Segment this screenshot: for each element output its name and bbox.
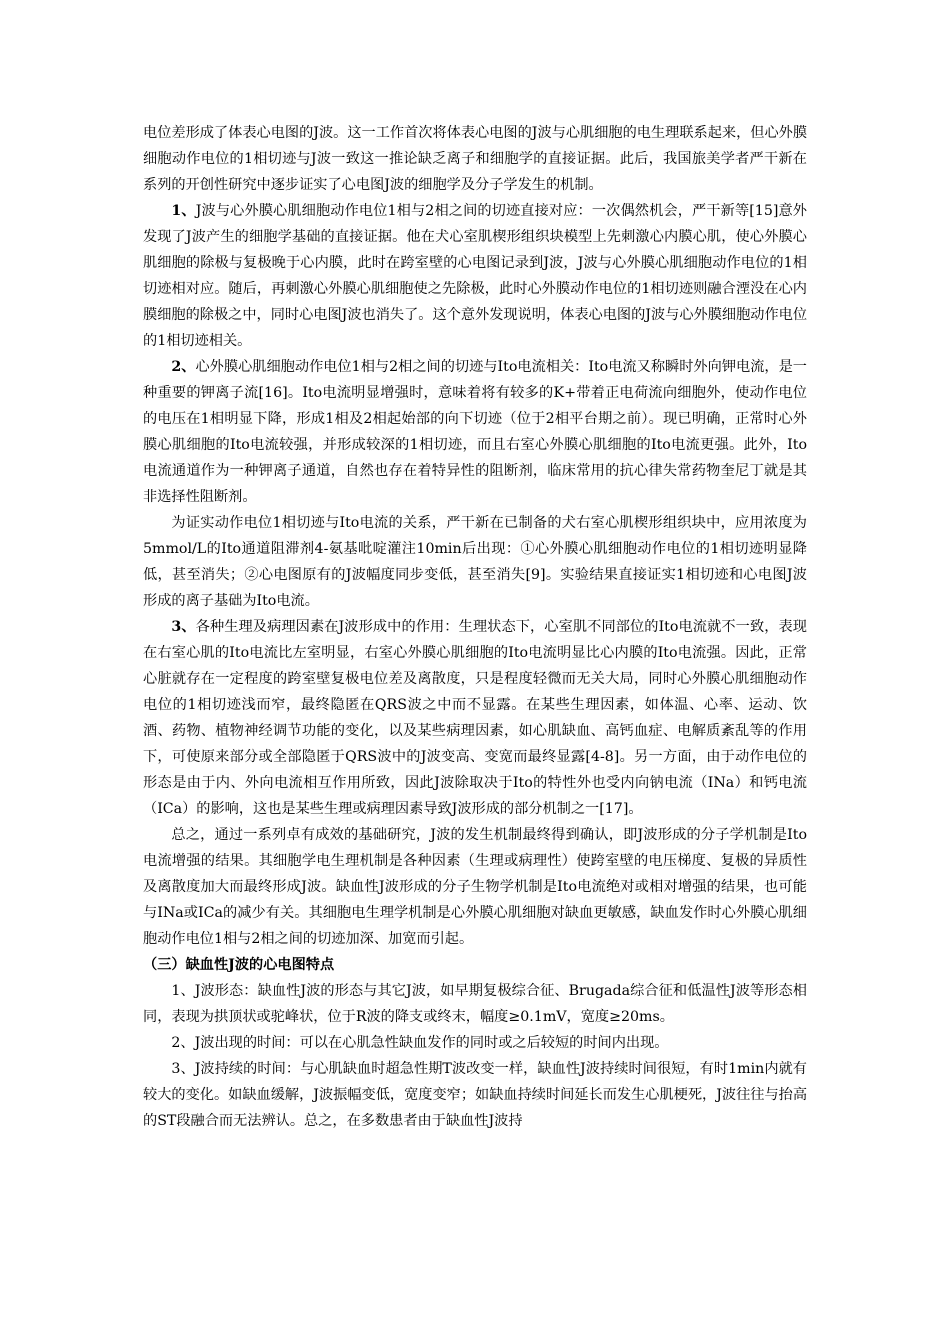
paragraph-text: 3、J波持续的时间：与心肌缺血时超急性期T波改变一样，缺血性J波持续时间很短，有时1min内就有较大的变化。如缺血缓解，J波振幅变低，宽度变窄；如缺血持续时间延长而发生心肌梗死，J波往往与抬高的ST段融合而无法辨认。总之，在多数患者由于缺血性J波持 — [143, 1061, 808, 1129]
paragraph-ito-experiment — [143, 510, 807, 614]
paragraph-lead: 1、 — [171, 203, 196, 219]
paragraph-text: 总之，通过一系列卓有成效的基础研究，J波的发生机制最终得到确认，即J波形成的分子学机制是Ito电流增强的结果。其细胞学电生理机制是各种因素（生理或病理性）使跨室壁的电压梯度、复极的异质性及离散度加大而最终形成J波。缺血性J波形成的分子生物学机制是Ito电流绝对或相对增强的结果，也可能与INa或ICa的减少有关。其细胞电生理学机制是心外膜心肌细胞对缺血更敏感，缺血发作时心外膜心肌细胞动作电位1相与2相之间的切迹加深、加宽而引起。 — [143, 827, 807, 947]
paragraph-lead: 2、 — [171, 359, 196, 375]
paragraph-text: 为证实动作电位1相切迹与Ito电流的关系，严干新在已制备的犬右室心肌楔形组织块中，应用浓度为5mmol/L的Ito通道阻滞剂4-氨基吡啶灌注10min后出现：①心外膜心肌细胞动作电位的1相切迹明显降低，甚至消失；②心电图原有的J波幅度同步变低，甚至消失[9]。实验结果直接证实1相切迹和心电图J波形成的离子基础为Ito电流。 — [143, 515, 807, 609]
section-heading: （三）缺血性J波的心电图特点 — [143, 957, 335, 973]
paragraph-text: 电位差形成了体表心电图的J波。这一工作首次将体表心电图的J波与心肌细胞的电生理联系起来，但心外膜细胞动作电位的1相切迹与J波一致这一推论缺乏离子和细胞学的直接证据。此后，我国旅美学者严干新在系列的开创性研究中逐步证实了心电图J波的细胞学及分子学发生的机制。 — [143, 125, 808, 193]
paragraph-text: 心外膜心肌细胞动作电位1相与2相之间的切迹与Ito电流相关：Ito电流又称瞬时外向钾电流，是一种重要的钾离子流[16]。Ito电流明显增强时，意味着将有较多的K+带着正电荷流向细胞外，使动作电位的电压在1相明显下降，形成1相及2相起始部的向下切迹（位于2相平台期之前）。现已明确，正常时心外膜心肌细胞的Ito电流较强，并形成较深的1相切迹，而且右室心外膜心肌细胞的Ito电流更强。此外，Ito电流通道作为一种钾离子通道，自然也存在着特异性的阻断剂，临床常用的抗心律失常药物奎尼丁就是其非选择性阻断剂。 — [143, 359, 807, 505]
paragraph-text: 2、J波出现的时间：可以在心肌急性缺血发作的同时或之后较短的时间内出现。 — [171, 1035, 669, 1051]
section-item-3 — [143, 1056, 807, 1134]
section-item-2 — [143, 1030, 807, 1056]
paragraph-continuation — [143, 120, 807, 198]
document-page — [143, 120, 807, 1134]
paragraph-lead: 3、 — [171, 619, 196, 635]
section-item-1 — [143, 978, 807, 1030]
paragraph-text: J波与心外膜心肌细胞动作电位1相与2相之间的切迹直接对应：一次偶然机会，严干新等[15]意外发现了J波产生的细胞学基础的直接证据。他在犬心室肌楔形组织块模型上先刺激心内膜心肌，使心外膜心肌细胞的除极与复极晚于心内膜，此时在跨室壁的心电图记录到J波，J波与心外膜心肌细胞动作电位的1相切迹相对应。随后，再刺激心外膜心肌细胞使之先除极，此时心外膜动作电位的1相切迹则融合湮没在心内膜细胞的除极之中，同时心电图J波也消失了。这个意外发现说明，体表心电图的J波与心外膜细胞动作电位的1相切迹相关。 — [143, 203, 808, 349]
paragraph-point-3 — [143, 614, 807, 822]
paragraph-text: 1、J波形态：缺血性J波的形态与其它J波，如早期复极综合征、Brugada综合征和低温性J波等形态相同，表现为拱顶状或驼峰状，位于R波的降支或终末，幅度≥0.1mV，宽度≥20ms。 — [143, 983, 807, 1025]
paragraph-text: 各种生理及病理因素在J波形成中的作用：生理状态下，心室肌不同部位的Ito电流就不一致，表现在右室心肌的Ito电流比左室明显，右室心外膜心肌细胞的Ito电流明显比心内膜的Ito电流强。因此，正常心脏就存在一定程度的跨室壁复极电位差及离散度，只是程度轻微而无关大局，同时心外膜心肌细胞动作电位的1相切迹浅而窄，最终隐匿在QRS波之中而不显露。在某些生理因素，如体温、心率、运动、饮酒、药物、植物神经调节功能的变化，以及某些病理因素，如心肌缺血、高钙血症、电解质紊乱等的作用下，可使原来部分或全部隐匿于QRS波中的J波变高、变宽而最终显露[4-8]。另一方面，由于动作电位的形态是由于内、外向电流相互作用所致，因此J波除取决于Ito的特性外也受内向钠电流（INa）和钙电流（ICa）的影响，这也是某些生理或病理因素导致J波形成的部分机制之一[17]。 — [143, 619, 807, 817]
paragraph-point-2 — [143, 354, 807, 510]
paragraph-summary — [143, 822, 807, 952]
paragraph-point-1 — [143, 198, 807, 354]
